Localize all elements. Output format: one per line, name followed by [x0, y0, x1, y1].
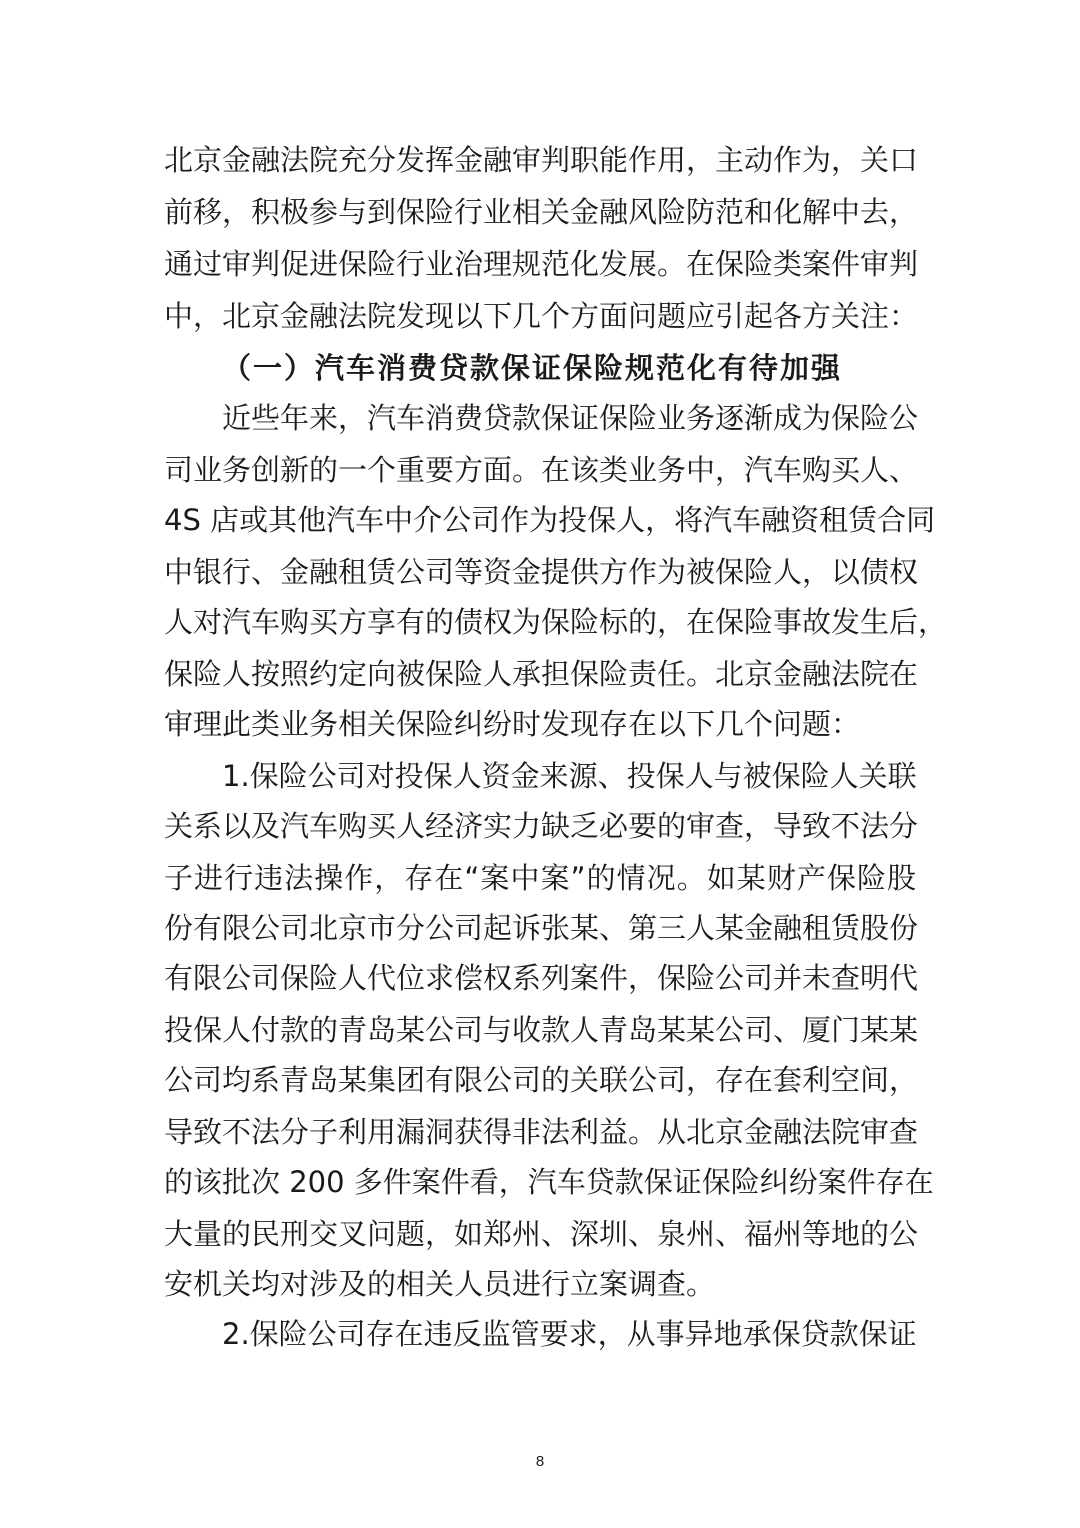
body-text-line: 大量的民刑交叉问题，如郑州、深圳、泉州、福州等地的公	[164, 1217, 919, 1251]
body-text-line: 1.保险公司对投保人资金来源、投保人与被保险人关联	[222, 759, 917, 793]
section-heading: （一）汽车消费贷款保证保险规范化有待加强	[222, 351, 843, 385]
body-text-line: 份有限公司北京市分公司起诉张某、第三人某金融租赁股份	[164, 911, 919, 945]
page-number: 8	[535, 1453, 545, 1470]
body-text-line: 4S 店或其他汽车中介公司作为投保人，将汽车融资租赁合同	[164, 503, 936, 537]
body-text-line: 北京金融法院充分发挥金融审判职能作用，主动作为，关口	[164, 143, 919, 177]
body-text-line: 司业务创新的一个重要方面。在该类业务中，汽车购买人、	[164, 453, 919, 487]
body-text-line: 公司均系青岛某集团有限公司的关联公司，存在套利空间，	[164, 1063, 919, 1097]
body-text-line: 通过审判促进保险行业治理规范化发展。在保险类案件审判	[164, 247, 919, 281]
body-text-line: 中，北京金融法院发现以下几个方面问题应引起各方关注：	[164, 299, 919, 333]
body-text-line: 审理此类业务相关保险纠纷时发现存在以下几个问题：	[164, 707, 861, 741]
body-text-line: 2.保险公司存在违反监管要求，从事异地承保贷款保证	[222, 1317, 917, 1351]
body-text-line: 人对汽车购买方享有的债权为保险标的，在保险事故发生后，	[164, 605, 948, 639]
body-text-line: 子进行违法操作，存在“案中案”的情况。如某财产保险股	[164, 861, 916, 895]
body-text-line: 导致不法分子利用漏洞获得非法利益。从北京金融法院审查	[164, 1115, 919, 1149]
body-text-line: 安机关均对涉及的相关人员进行立案调查。	[164, 1267, 716, 1301]
body-text-line: 有限公司保险人代位求偿权系列案件，保险公司并未查明代	[164, 961, 919, 995]
body-text-line: 的该批次 200 多件案件看，汽车贷款保证保险纠纷案件存在	[164, 1165, 934, 1199]
body-text-line: 投保人付款的青岛某公司与收款人青岛某某公司、厦门某某	[164, 1013, 919, 1047]
body-text-line: 近些年来，汽车消费贷款保证保险业务逐渐成为保险公	[222, 401, 919, 435]
body-text-line: 前移，积极参与到保险行业相关金融风险防范和化解中去，	[164, 195, 919, 229]
body-text-line: 保险人按照约定向被保险人承担保险责任。北京金融法院在	[164, 657, 919, 691]
body-text-line: 中银行、金融租赁公司等资金提供方作为被保险人，以债权	[164, 555, 919, 589]
body-text-line: 关系以及汽车购买人经济实力缺乏必要的审查，导致不法分	[164, 809, 919, 843]
